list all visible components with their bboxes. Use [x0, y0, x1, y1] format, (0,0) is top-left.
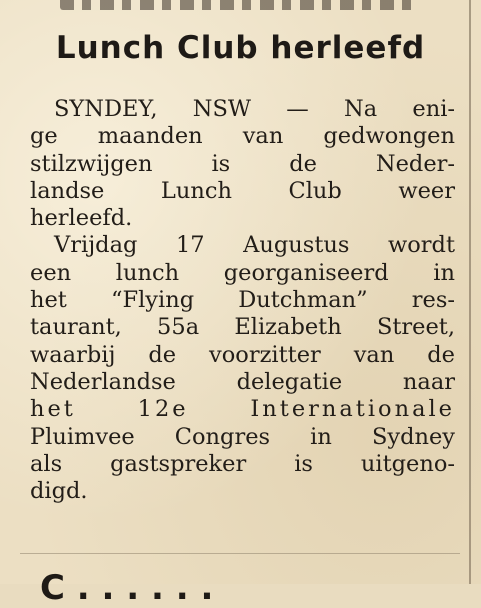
text-line: Pluimvee Congres in Sydney: [30, 423, 455, 450]
paragraph-2: [30, 232, 455, 505]
text-line: een lunch georganiseerd in: [30, 259, 455, 286]
article-body: [30, 96, 455, 505]
text-line: Nederlandse delegatie naar: [30, 368, 455, 395]
text-line: het 12e Internationale: [30, 396, 455, 423]
text-line: digd.: [30, 478, 88, 505]
article-headline: Lunch Club herleefd: [55, 30, 426, 66]
paragraph-1: [30, 96, 455, 232]
text-line: taurant, 55a Elizabeth Street,: [30, 314, 455, 341]
text-line: als gastspreker is uitgeno-: [30, 450, 455, 477]
previous-article-remnant: [60, 0, 420, 10]
text-line: stilzwijgen is de Neder-: [30, 150, 455, 177]
next-article-heading-cut: C . . . . . .: [40, 568, 214, 608]
text-line: Vrijdag 17 Augustus wordt: [54, 232, 455, 259]
text-line: landse Lunch Club weer: [30, 177, 455, 204]
column-rule: [469, 0, 471, 584]
text-line: SYNDEY, NSW — Na eni-: [54, 96, 455, 122]
article-divider: [20, 553, 460, 554]
text-line: herleefd.: [30, 205, 133, 232]
text-line: waarbij de voorzitter van de: [30, 341, 455, 368]
text-line: het “Flying Dutchman” res-: [30, 287, 455, 314]
text-line: ge maanden van gedwongen: [30, 123, 455, 150]
